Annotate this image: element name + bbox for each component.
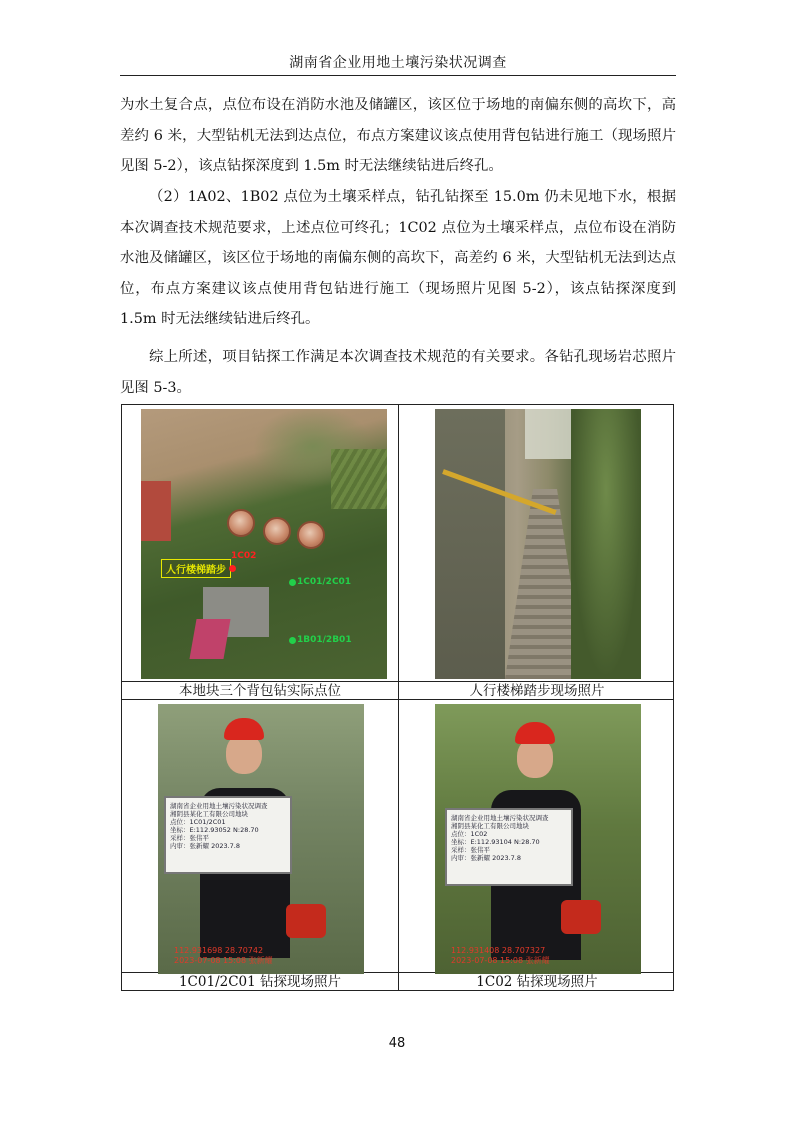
- photo-cell-drill-1c02: [399, 700, 675, 972]
- photo-stamp: 112.931408 28.707327 2023-07-08 15:08 张新耀: [451, 946, 550, 965]
- worker-face: [517, 738, 553, 778]
- paragraph-2: （2）1A02、1B02 点位为土壤采样点，钻孔钻探至 15.0m 仍未见地下水，根据本次调查技术规范要求，上述点位可终孔；1C02 点位为土壤采样点，点位布设在消防水池及储罐区，该区位于场地的南偏东侧的高坎下，高差约 6 米，大型钻机无法到达点位，布点方案建议该点使用背包钻进行施工（现场照片见图 5-2），该点钻探深度到 1.5m 时无法继续钻进后终孔。: [120, 189, 676, 327]
- worker-face: [226, 734, 262, 774]
- photo-caption: 人行楼梯踏步现场照片: [469, 683, 605, 699]
- red-wall: [141, 481, 171, 541]
- paragraph-3: 综上所述，项目钻探工作满足本次调查技术规范的有关要求。各钻孔现场岩芯照片见图 5-3。: [120, 349, 676, 396]
- backpack-drill: [286, 904, 326, 938]
- drilling-photo-1c02: [435, 704, 641, 974]
- info-board: 湖南省企业用地土壤污染状况调查 湘阴县某化工有限公司地块 点位：1C02 坐标：E:112.93104 N:28.70 采样：张伟平 内审：张新耀 2023.7.8: [445, 808, 573, 886]
- storage-tank: [263, 517, 291, 545]
- photo-cell-stairs: [399, 405, 675, 681]
- photo-stamp: 112.931698 28.70742 2023-07-08 15:08 张新耀: [174, 946, 273, 965]
- photo-table: [121, 404, 674, 991]
- point-marker-1c02: [229, 565, 236, 572]
- page-header: 湖南省企业用地土壤污染状况调查: [120, 52, 676, 76]
- storage-tank: [297, 521, 325, 549]
- drilling-photo-1c01: [158, 704, 364, 974]
- page-number: 48: [388, 1036, 406, 1051]
- trees: [571, 409, 641, 679]
- point-marker-1b01: [289, 637, 296, 644]
- photo-cell-drill-1c01: [122, 700, 398, 972]
- paragraph-1: 为水土复合点，点位布设在消防水池及储罐区，该区位于场地的南偏东侧的高坎下，高差约 6 米，大型钻机无法到达点位，布点方案建议该点使用背包钻进行施工（现场照片见图 5-2），该点钻探深度到 1.5m 时无法继续钻进后终孔。: [120, 97, 676, 174]
- photo-caption: 本地块三个背包钻实际点位: [179, 683, 341, 699]
- point-label-1b01: 1B01/2B01: [297, 635, 352, 645]
- info-board: 湖南省企业用地土壤污染状况调查 湘阴县某化工有限公司地块 点位：1C01/2C01 坐标：E:112.93052 N:28.70 采样：张伟平 内审：张新耀 2023.7.8: [164, 796, 292, 874]
- retaining-wall: [435, 409, 505, 679]
- storage-tank: [227, 509, 255, 537]
- helmet: [515, 722, 555, 744]
- pink-roof: [189, 619, 230, 659]
- point-marker-1c01: [289, 579, 296, 586]
- point-label-1c02: 1C02: [231, 551, 257, 561]
- photo-caption: 1C02 钻探现场照片: [476, 974, 598, 990]
- aerial-site-photo: [141, 409, 387, 679]
- backpack-drill: [561, 900, 601, 934]
- point-label-1c01: 1C01/2C01: [297, 577, 352, 587]
- photo-cell-aerial: [122, 405, 398, 681]
- farm-field: [331, 449, 387, 509]
- stairs-label: 人行楼梯踏步: [161, 559, 231, 578]
- helmet: [224, 718, 264, 740]
- photo-caption: 1C01/2C01 钻探现场照片: [178, 974, 342, 990]
- stairs-photo: [435, 409, 641, 679]
